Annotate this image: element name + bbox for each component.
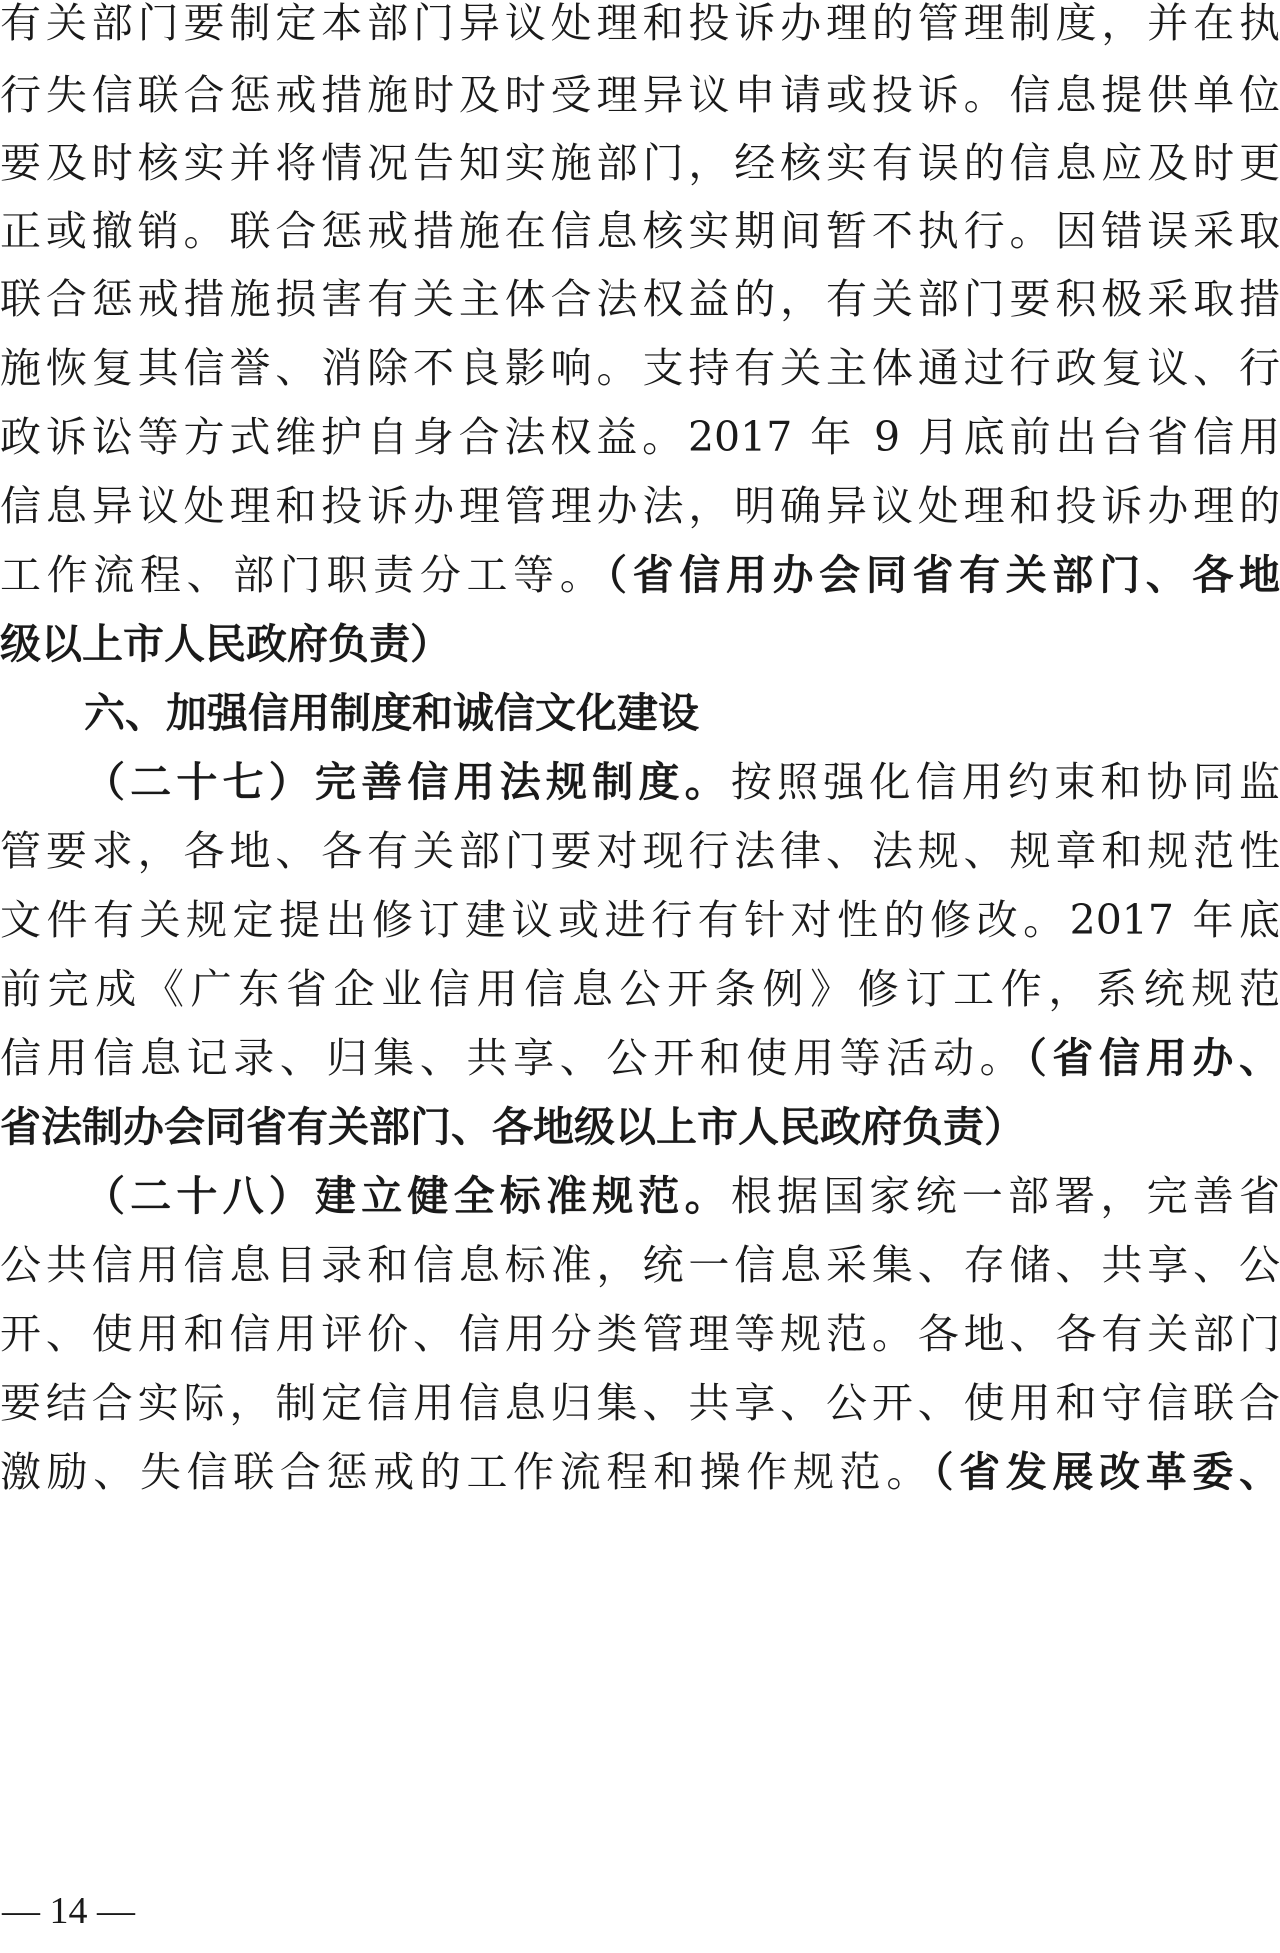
body-text: 信用信息记录、归集、共享、公开和使用等活动。 bbox=[0, 1034, 1027, 1082]
body-text: 有关部门要制定本部门异议处理和投诉办理的管理制度，并在执 bbox=[0, 0, 1280, 47]
body-text: 激励、失信联合惩戒的工作流程和操作规范。 bbox=[0, 1448, 933, 1496]
responsibility-note: 省法制办会同省有关部门、各地级以上市人民政府负责） bbox=[0, 1103, 1025, 1151]
body-text: 管要求，各地、各有关部门要对现行法律、法规、规章和规范性 bbox=[0, 827, 1280, 875]
body-text: 政诉讼等方式维护自身合法权益。2017 年 9 月底前出台省信用 bbox=[0, 413, 1280, 461]
responsibility-note: （省信用办、 bbox=[1026, 1034, 1280, 1082]
body-text: 行失信联合惩戒措施时及时受理异议申请或投诉。信息提供单位 bbox=[0, 71, 1280, 119]
section-heading-text: 六、加强信用制度和诚信文化建设 bbox=[84, 689, 699, 737]
body-text: 按照强化信用约束和协同监 bbox=[730, 758, 1280, 806]
body-text: 要结合实际，制定信用信息归集、共享、公开、使用和守信联合 bbox=[0, 1379, 1280, 1427]
body-text: 根据国家统一部署，完善省 bbox=[730, 1172, 1280, 1220]
body-text: 公共信用信息目录和信息标准，统一信息采集、存储、共享、公 bbox=[0, 1241, 1280, 1289]
responsibility-note: （省发展改革委、 bbox=[932, 1448, 1280, 1496]
responsibility-note: 级以上市人民政府负责） bbox=[0, 620, 451, 668]
body-text: 正或撤销。联合惩戒措施在信息核实期间暂不执行。因错误采取 bbox=[0, 207, 1280, 255]
bold-lead-text: （二十八）建立健全标准规范。 bbox=[84, 1172, 731, 1220]
body-text: 文件有关规定提出修订建议或进行有针对性的修改。2017 年底 bbox=[0, 896, 1280, 944]
body-text: 施恢复其信誉、消除不良影响。支持有关主体通过行政复议、行 bbox=[0, 344, 1280, 392]
body-text: 信息异议处理和投诉办理管理办法，明确异议处理和投诉办理的 bbox=[0, 482, 1280, 530]
body-text: 工作流程、部门职责分工等。 bbox=[0, 551, 607, 599]
bold-lead-text: （二十七）完善信用法规制度。 bbox=[84, 758, 731, 806]
text-line bbox=[0, 1429, 1280, 1515]
body-text: 要及时核实并将情况告知实施部门，经核实有误的信息应及时更 bbox=[0, 139, 1280, 187]
responsibility-note: （省信用办会同省有关部门、各地 bbox=[606, 551, 1280, 599]
body-text: 前完成《广东省企业信用信息公开条例》修订工作，系统规范 bbox=[0, 965, 1280, 1013]
body-text: 联合惩戒措施损害有关主体合法权益的，有关部门要积极采取措 bbox=[0, 275, 1280, 323]
page-number: — 14 — bbox=[2, 1890, 135, 1932]
body-text: 开、使用和信用评价、信用分类管理等规范。各地、各有关部门 bbox=[0, 1310, 1280, 1358]
